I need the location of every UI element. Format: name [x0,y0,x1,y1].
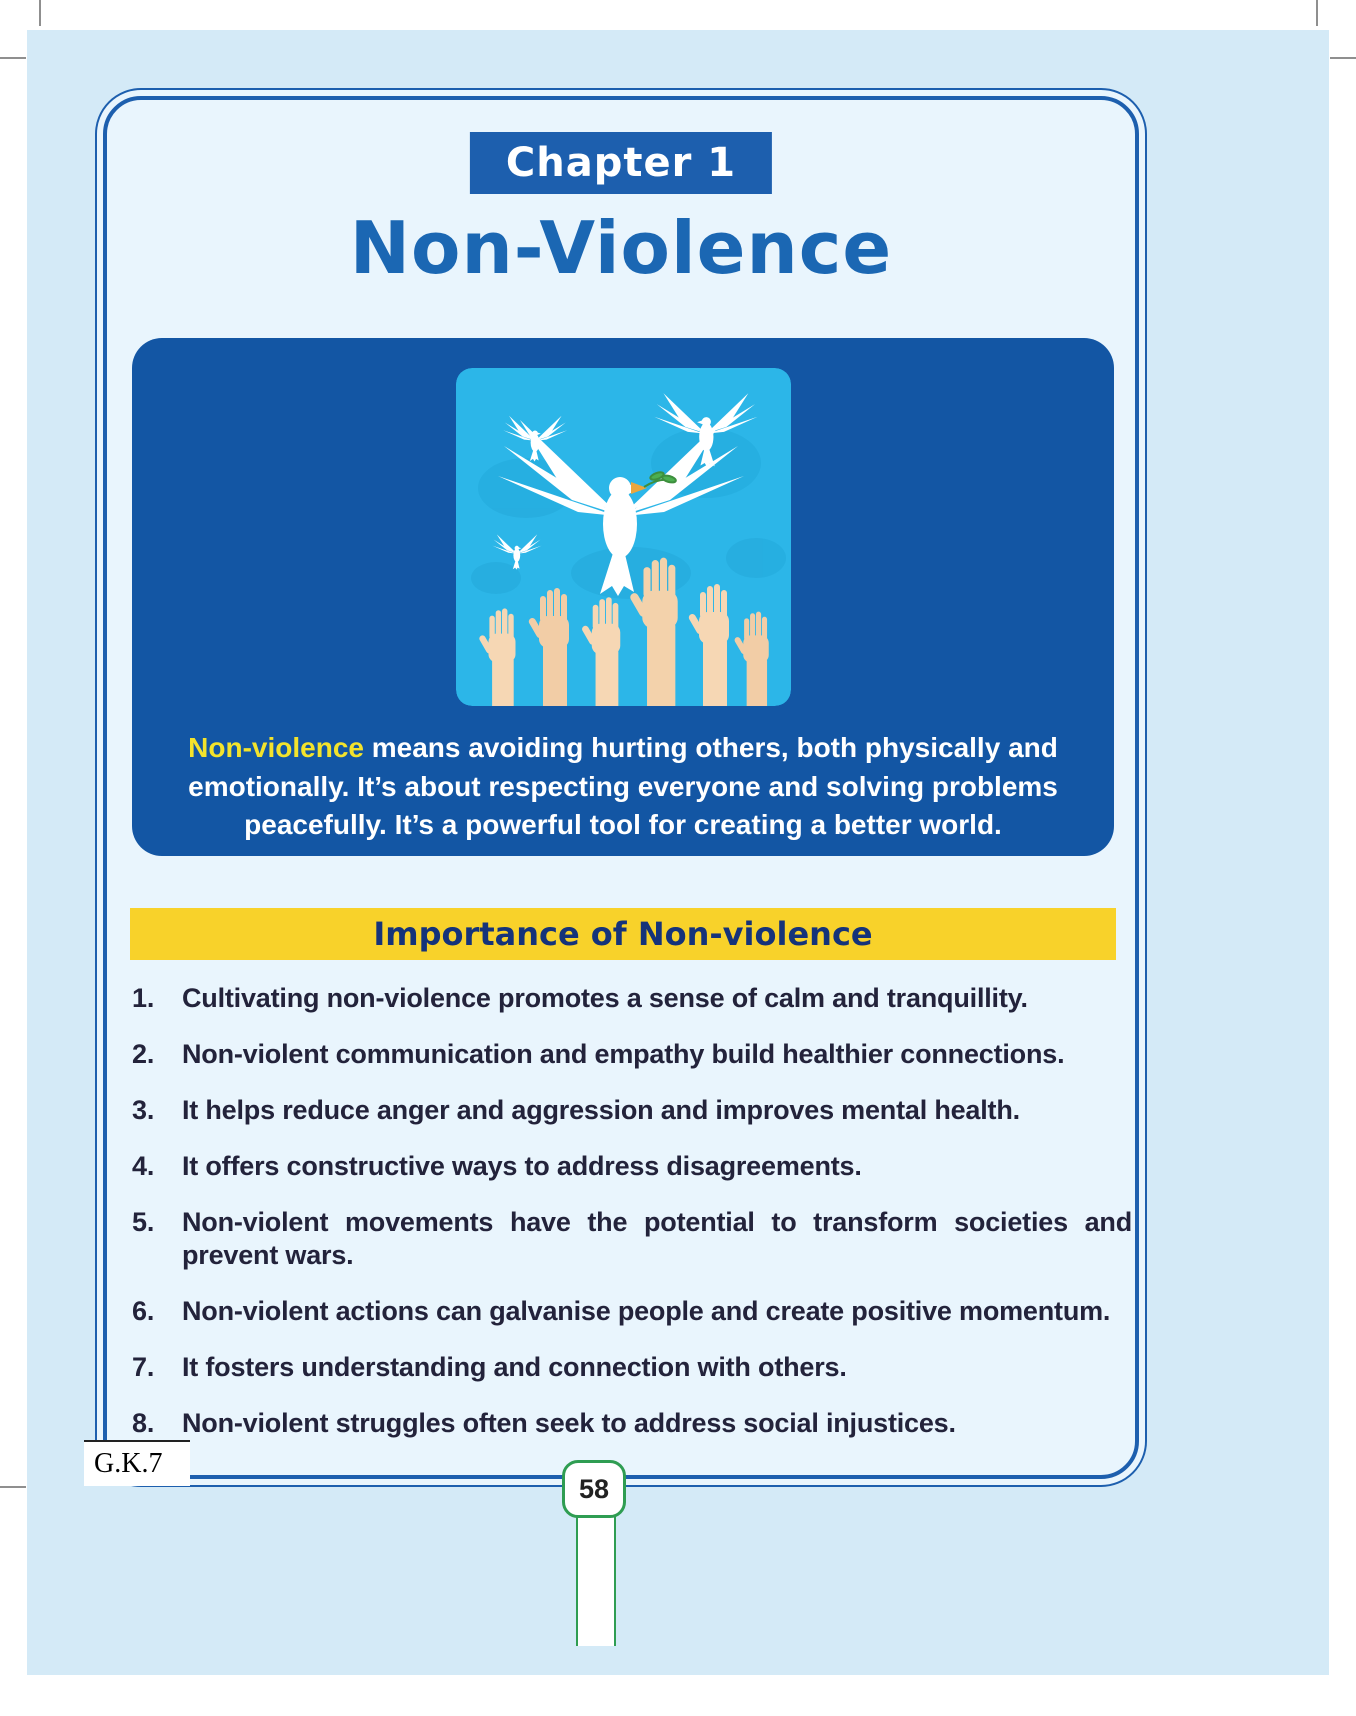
list-item-text: Non-violent struggles often seek to address social injustices. [182,1407,956,1438]
peace-illustration [456,368,791,706]
crop-mark [39,0,41,26]
list-item [132,1206,1132,1272]
list-item-text: Non-violent actions can galvanise people and create positive momentum. [182,1295,1111,1326]
list-item-number: 7. [132,1351,155,1382]
list-item [132,1351,1132,1384]
importance-list [132,982,1132,1462]
list-item-number: 1. [132,983,155,1013]
intro-text [157,729,1089,845]
list-item-text: Non-violent movements have the potential to transform societies and prevent wars. [182,1206,1132,1270]
chapter-badge [470,132,772,194]
dove-hands-icon [456,368,791,706]
section-heading: Importance of Non-violence [373,915,873,953]
list-item-number: 6. [132,1295,155,1326]
list-item-text: It offers constructive ways to address disagreements. [182,1150,862,1181]
section-heading-banner [130,908,1116,960]
list-item-number: 4. [132,1150,155,1181]
page-title: Non-Violence [349,206,893,290]
intro-text-rest: means avoiding hurting others, both physically and emotionally. It’s about respecting everyone and solving problems peacefully. It’s a powerful tool for creating a better world. [188,732,1058,841]
list-item-number: 2. [132,1038,155,1069]
page-frame [95,88,1147,1487]
list-item-number: 3. [132,1094,155,1125]
list-item-number: 8. [132,1407,155,1438]
list-item-number: 5. [132,1206,155,1237]
list-item-text: Non-violent communication and empathy build healthier connections. [182,1038,1065,1069]
list-item [132,1295,1132,1328]
list-item [132,1038,1132,1071]
list-item [132,982,1132,1015]
crop-mark [1330,57,1356,59]
list-item-text: It helps reduce anger and aggression and improves mental health. [182,1094,1020,1125]
crop-mark [1316,0,1318,26]
list-item [132,1094,1132,1127]
intro-highlight: Non-violence [188,732,364,763]
book-label: G.K.7 [84,1440,190,1486]
crop-mark [0,1486,26,1488]
page-badge-ribbon [576,1514,616,1646]
list-item [132,1150,1132,1183]
chapter-label: Chapter 1 [505,140,737,186]
page-number: 58 [578,1473,610,1504]
intro-panel [132,338,1114,856]
list-item-text: Cultivating non-violence promotes a sense of calm and tranquillity. [182,983,1028,1013]
page-number-badge [562,1460,626,1518]
list-item [132,1407,1132,1440]
crop-mark [0,57,26,59]
list-item-text: It fosters understanding and connection with others. [182,1351,847,1382]
